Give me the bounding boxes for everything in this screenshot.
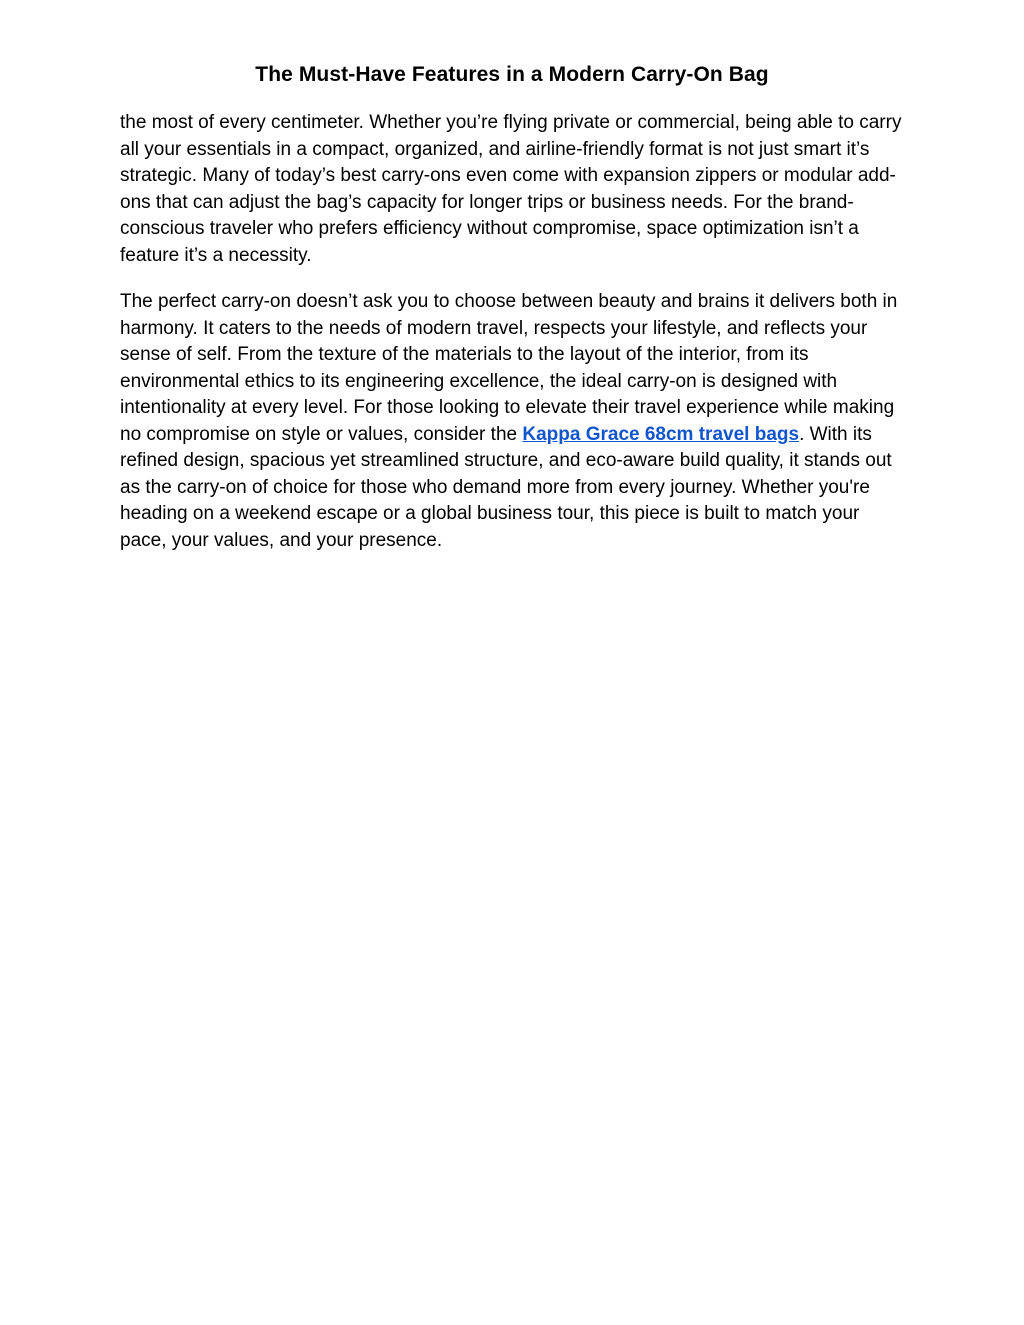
paragraph-perfect-carry-on [120,289,910,554]
document-title: The Must-Have Features in a Modern Carry-On Bag [255,63,769,86]
paragraph-text-before-link: The perfect carry-on doesn’t ask you to choose between beauty and brains it delivers both in harmony. It caters to the needs of modern travel, respects your lifestyle, and reflects your sense of self. From the texture of the materials to the layout of the interior, from its environmental ethics to its engineering excellence, the ideal carry-on is designed with intentionality at every level. For those looking to elevate their travel experience while making no compromise on style or values, consider the [120,291,898,445]
paragraph-space-optimization: the most of every centimeter. Whether you’re flying private or commercial, being able to carry all your essentials in a compact, organized, and airline-friendly format is not just smart it’s strategic. Many of today’s best carry-ons even come with expansion zippers or modular add-ons that can adjust the bag’s capacity for longer trips or business needs. For the brand-conscious traveler who prefers efficiency without compromise, space optimization isn’t a feature it’s a necessity. [120,112,902,266]
paragraph-text-after-link: . With its refined design, spacious yet streamlined structure, and eco-aware build quality, it stands out as the carry-on of choice for those who demand more from every journey. Whether you're heading on a weekend escape or a global business tour, this piece is built to match your pace, your values, and your presence. [120,423,892,551]
kappa-grace-link[interactable]: Kappa Grace 68cm travel bags [522,423,800,445]
